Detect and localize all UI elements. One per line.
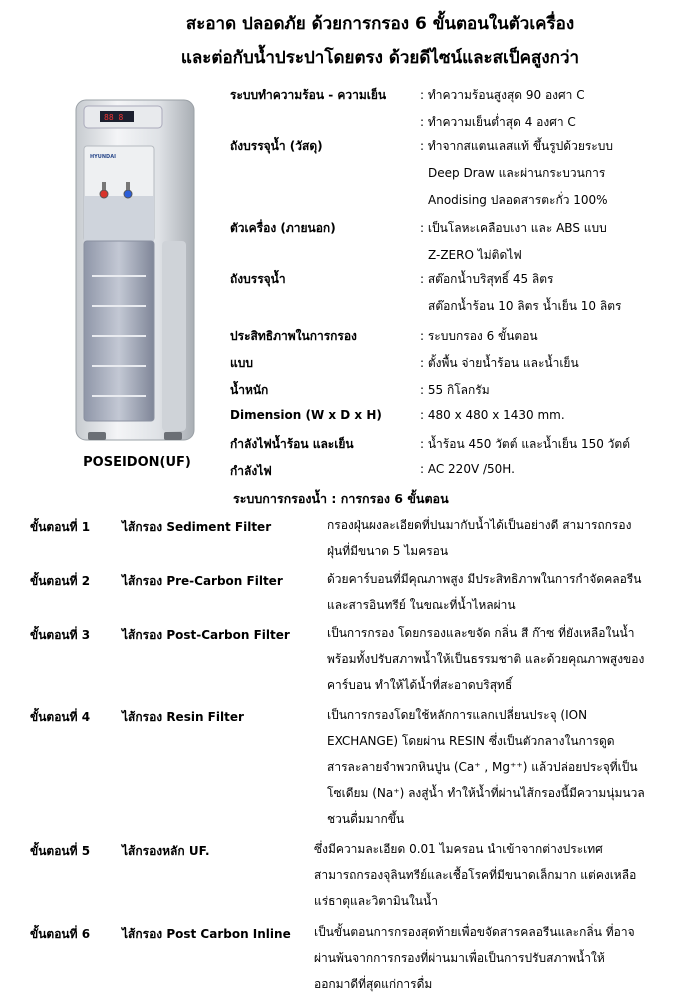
step-filter-name: ไส้กรอง Pre-Carbon Filter [122,574,283,588]
spec-label: ตัวเครื่อง (ภายนอก) [230,221,336,235]
step-number: ขั้นตอนที่ 4 [30,710,91,724]
step-description-line: EXCHANGE) โดยผ่าน RESIN ซึ่งเป็นตัวกลางในการดูด [327,734,615,748]
step-filter-name: ไส้กรอง Post-Carbon Filter [122,628,290,642]
step-description-line: ซึ่งมีความละเอียด 0.01 ไมครอน นำเข้าจากต่างประเทศ [314,842,603,856]
step-number: ขั้นตอนที่ 2 [30,574,91,588]
step-description [327,620,672,698]
header-title-line1: สะอาด ปลอดภัย ด้วยการกรอง 6 ขั้นตอนในตัวเครื่อง [185,14,575,34]
step-description [327,702,672,832]
step-description [327,566,672,618]
step-filter-name: ไส้กรอง Sediment Filter [122,520,272,534]
spec-value: Anodising ปลอดสารตะกั่ว 100% [428,193,608,207]
spec-value: : 480 x 480 x 1430 mm. [420,408,565,422]
step-description-line: ชวนดื่มมากขึ้น [327,812,405,826]
product-caption: POSEIDON(UF) [83,455,191,470]
step-description-line: เป็นขั้นตอนการกรองสุดท้ายเพื่อขจัดสารคลอรีนและกลิ่น ที่อาจ [314,925,635,939]
step-number: ขั้นตอนที่ 3 [30,628,91,642]
spec-value: : สต๊อกน้ำบริสุทธิ์ 45 ลิตร [420,272,554,286]
step-description [327,512,672,564]
step-description-line: แร่ธาตุและวิตามินในน้ำ [314,894,438,908]
spec-value: : 55 กิโลกรัม [420,383,490,397]
step-filter-name: ไส้กรอง Resin Filter [122,710,244,724]
spec-label: ถังบรรจุน้ำ (วัสดุ) [230,139,323,153]
spec-label: ประสิทธิภาพในการกรอง [230,329,357,343]
step-description-line: เป็นการกรองโดยใช้หลักการแลกเปลี่ยนประจุ (ION [327,708,588,722]
display-readout: 88 8 [104,113,124,122]
spec-value: : น้ำร้อน 450 วัตต์ และน้ำเย็น 150 วัตต์ [420,437,630,451]
step-description-line: ด้วยคาร์บอนที่มีคุณภาพสูง มีประสิทธิภาพในการกำจัดคลอรีน [327,572,642,586]
step-number: ขั้นตอนที่ 5 [30,844,91,858]
step-description-line: สามารถกรองจุลินทรีย์และเชื้อโรคที่มีขนาดเล็กมาก แต่คงเหลือ [314,868,637,882]
step-description-line: ฝุ่นที่มีขนาด 5 ไมครอน [327,544,449,558]
step-filter-name: ไส้กรองหลัก UF. [122,844,210,858]
step-description-line: และสารอินทรีย์ ในขณะที่น้ำไหลผ่าน [327,598,516,612]
spec-label: แบบ [230,356,253,370]
spec-label: กำลังไฟน้ำร้อน และเย็น [230,437,354,451]
step-description [314,919,659,997]
step-description-line: โซเดียม (Na⁺) ลงสู่น้ำ ทำให้น้ำที่ผ่านไส้กรองนี้มีความนุ่มนวล [327,786,645,800]
step-description-line: สารละลายจำพวกหินปูน (Ca⁺ , Mg⁺⁺) แล้วปล่อยประจุที่เป็น [327,760,638,774]
spec-value: : AC 220V /50H. [420,462,515,476]
spec-label: กำลังไฟ [230,464,272,478]
step-description-line: คาร์บอน ทำให้ได้น้ำที่สะอาดบริสุทธิ์ [327,678,513,692]
step-number: ขั้นตอนที่ 6 [30,927,91,941]
step-description [314,836,659,914]
step-number: ขั้นตอนที่ 1 [30,520,91,534]
spec-label: ถังบรรจุน้ำ [230,272,286,286]
spec-value: : เป็นโลหะเคลือบเงา และ ABS แบบ [420,221,607,235]
brand-logo: HYUNDAI [90,154,116,160]
spec-value: Z-ZERO ไม่ติดไฟ [428,248,522,262]
spec-label: ระบบทำความร้อน - ความเย็น [230,88,387,102]
spec-value: : ทำความเย็นต่ำสุด 4 องศา C [420,115,576,129]
spec-value: สต๊อกน้ำร้อน 10 ลิตร น้ำเย็น 10 ลิตร [428,299,622,313]
step-description-line: พร้อมทั้งปรับสภาพน้ำให้เป็นธรรมชาติ และด้วยคุณภาพสูงของ [327,652,645,666]
spec-value: : ตั้งพื้น จ่ายน้ำร้อน และน้ำเย็น [420,356,579,370]
step-description-line: ผ่านพ้นจากการกรองที่ผ่านมาเพื่อเป็นการปรับสภาพน้ำให้ [314,951,605,965]
header-title-line2: และต่อกับน้ำประปาโดยตรง ด้วยดีไซน์และสเป็คสูงกว่า [180,48,580,68]
spec-value: : ทำความร้อนสูงสุด 90 องศา C [420,88,585,102]
step-description-line: เป็นการกรอง โดยกรองและขจัด กลิ่น สี ก๊าซ ที่ยังเหลือในน้ำ [327,626,635,640]
spec-value: : ทำจากสแตนเลสแท้ ขึ้นรูปด้วยระบบ [420,139,613,153]
step-description-line: ออกมาดีที่สุดแก่การดื่ม [314,977,433,991]
spec-value: : ระบบกรอง 6 ขั้นตอน [420,329,538,343]
spec-label: น้ำหนัก [230,383,269,397]
spec-value: Deep Draw และผ่านกระบวนการ [428,166,606,180]
water-dispenser-image [70,96,200,448]
step-filter-name: ไส้กรอง Post Carbon Inline [122,927,291,941]
step-description-line: กรองฝุ่นผงละเอียดที่ปนมากับน้ำได้เป็นอย่างดี สามารถกรอง [327,518,632,532]
spec-label: Dimension (W x D x H) [230,408,382,422]
section-title: ระบบการกรองน้ำ : การกรอง 6 ขั้นตอน [233,491,449,506]
